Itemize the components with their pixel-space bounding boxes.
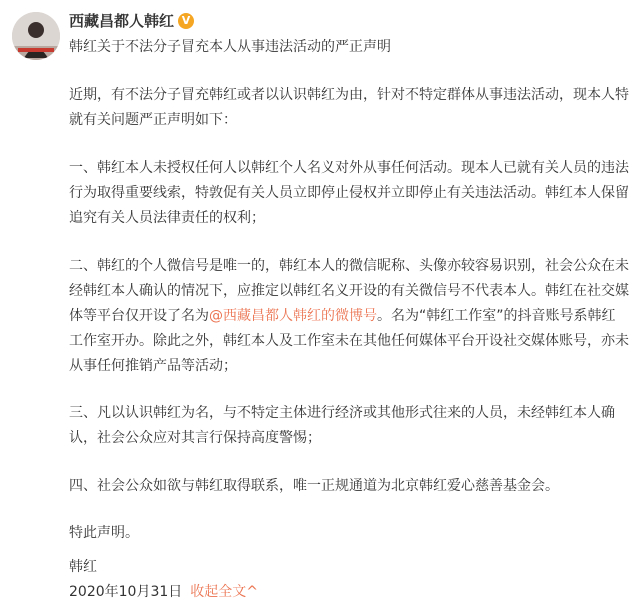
author-name-text[interactable]: 西藏昌都人韩红 [69,12,175,30]
author-name[interactable] [69,10,194,32]
chevron-up-icon[interactable]: ^ [246,584,258,600]
paragraph-four: 四、社会公众如欲与韩红取得联系，唯一正规通道为北京韩红爱心慈善基金会。 [69,478,559,494]
weibo-account-link[interactable]: @西藏昌都人韩红的微博号 [209,308,377,324]
post-body [69,83,629,569]
collapse-button[interactable] [190,584,258,600]
avatar[interactable] [12,12,60,60]
paragraph-two-part-b: 。名为“韩红工作室”的抖音账号系韩红工作室开办。除此之外，韩红本人及工作室未在其他任何媒体平台开设社交媒体账号，亦未从事任何推销产品等活动； [69,308,629,374]
post-title: 韩红关于不法分子冒充本人从事违法活动的严正声明 [69,39,391,55]
paragraph-one: 一、韩红本人未授权任何人以韩红个人名义对外从事任何活动。现本人已就有关人员的违法行为取得重要线索，特敦促有关人员立即停止侵权并立即停止有关违法活动。韩红本人保留追究有关人员法律责任的权利； [69,160,629,226]
paragraph-closing: 特此声明。 [69,525,139,541]
paragraph-three: 三、凡以认识韩红为名，与不特定主体进行经济或其他形式往来的人员，未经韩红本人确认，社会公众应对其言行保持高度警惕； [69,405,615,446]
paragraph-two [69,254,629,379]
collapse-label[interactable]: 收起全文 [190,584,247,600]
paragraph-intro: 近期，有不法分子冒充韩红或者以认识韩红为由，针对不特定群体从事违法活动，现本人特就有关问题严正声明如下： [69,87,629,128]
signature: 韩红 [69,559,97,575]
post-footer [69,581,258,603]
paragraph-two-part-a: 二、韩红的个人微信号是唯一的，韩红本人的微信昵称、头像亦较容易识别，社会公众在未经韩红本人确认的情况下，应推定以韩红名义开设的有关微信号不代表本人。韩红在社交媒体等平台仅开设了名为 [69,258,629,324]
post-date: 2020年10月31日 [69,584,183,600]
verified-badge-icon: V [178,13,194,29]
